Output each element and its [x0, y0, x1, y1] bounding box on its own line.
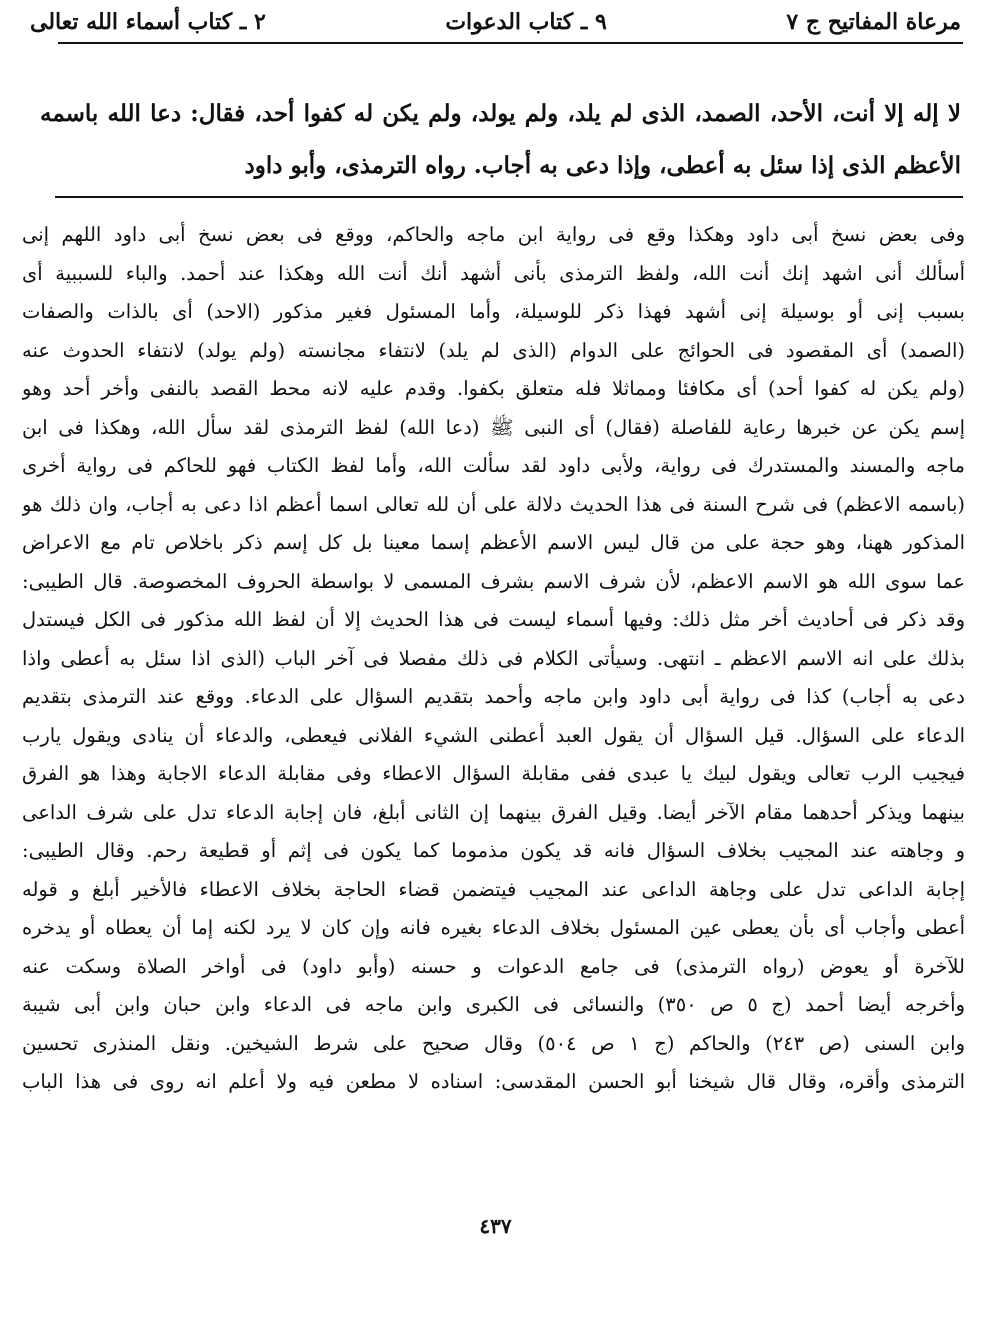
page-number: ٤٣٧	[479, 1214, 512, 1238]
commentary-line: المذكور ههنا، وهو حجة على من قال ليس الاسم الأعظم إسما معينا بل كل إسم ذكر باخلاص تام مع الاعراض	[22, 531, 965, 554]
commentary-line: (باسمه الاعظم) فى شرح السنة فى هذا الحديث دلالة على أن لله تعالى اسما أعظم اذا دعى به أجاب، وان ذلك هو	[22, 492, 965, 516]
commentary-line: وابن السنى (ص ٢٤٣) والحاكم (ج ١ ص ٥٠٤) وقال صحيح على شرط الشيخين. ونقل المنذرى تحسين	[22, 1031, 965, 1055]
header-section-title: ٩ ـ كتاب الدعوات	[445, 9, 607, 35]
commentary-line: دعى به أجاب) كذا فى رواية أبى داود وابن ماجه وأحمد بتقديم السؤال على الدعاء. ووقع عند الترمذى بتقديم	[22, 685, 965, 708]
commentary-line: وفى بعض نسخ أبى داود وهكذا وقع فى رواية ابن ماجه والحاكم، ووقع فى بعض نسخ أبى داود اللهم إنى	[22, 223, 965, 246]
commentary-line: وأخرجه أيضا أحمد (ج ٥ ص ٣٥٠) والنسائى فى الكبرى وابن ماجه فى الدعاء وابن حبان وابن أبى شيبة	[22, 993, 965, 1016]
header-chapter-title: ٢ ـ كتاب أسماء الله تعالى	[30, 9, 266, 35]
matn-divider	[55, 196, 963, 198]
commentary-line: و وجاهته عند المجيب بخلاف السؤال فانه قد يكون مذموما كما يكون فى إثم أو قطيعة رحم. وقال الطيبى:	[22, 839, 965, 862]
running-header	[30, 4, 961, 40]
commentary-line: للآخرة أو يعوض (رواه الترمذى) فى جامع الدعوات و حسنه (وأبو داود) فى أواخر الصلاة وسكت عنه	[22, 954, 965, 978]
hadith-text: لا إله إلا أنت، الأحد، الصمد، الذى لم يلد، ولم يولد، ولم يكن له كفوا أحد، فقال: دعا الله باسمه الأعظم الذى إذا سئل به أعطى، وإذا دعى به أجاب. رواه الترمذى، وأبو داود	[40, 100, 961, 179]
commentary-line: الترمذى وأقره، وقال قال شيخنا أبو الحسن المقدسى: اسناده لا مطعن فيه ولا أعلم انه روى فى هذا الباب	[22, 1070, 965, 1093]
commentary-line: الدعاء على السؤال. قيل السؤال أن يقول العبد أعطنى الشيء الفلانى فيعطى، والدعاء أن ينادى ويقول يارب	[22, 723, 965, 747]
commentary-line: (ولم يكن له كفوا أحد) أى مكافئا ومماثلا فله متعلق بكفوا. وقدم عليه لانه محط القصد بالنفى وأخر أحد وهو	[22, 377, 965, 400]
commentary-line: إجابة الداعى تدل على وجاهة الداعى عند المجيب فيتضمن قضاء الحاجة بخلاف الاعطاء فالأخير أبلغ و قوله	[22, 877, 965, 901]
commentary-line: فيجيب الرب تعالى ويقول لبيك يا عبدى ففى مقابلة السؤال الاعطاء وفى مقابلة الدعاء الاجابة وهذا هو الفرق	[22, 762, 965, 785]
commentary-line: (الصمد) أى المقصود فى الحوائج على الدوام (الذى لم يلد) لانتفاء مجانسته (ولم يولد) لانتفاء الحدوث عنه	[22, 338, 965, 362]
commentary-line: بينهما ويذكر أحدهما مقام الآخر أيضا. وقيل الفرق بينهما إن الثانى أبلغ، فان إجابة الدعاء تدل على شرف الداعى	[22, 800, 965, 824]
commentary-line: بسبب إنى أو بوسيلة إنى أشهد فهذا ذكر للوسيلة، وأما المسئول فغير مذكور (الاحد) أى بالذات والصفات	[22, 300, 965, 323]
header-book-title: مرعاة المفاتيح ج ٧	[786, 9, 961, 35]
commentary-line: عما سوى الله هو الاسم الاعظم، لأن شرف الاسم بشرف المسمى لا بواسطة الحروف المخصوصة. قال الطيبى:	[22, 569, 965, 593]
commentary-line: بذلك على انه الاسم الاعظم ـ انتهى. وسيأتى الكلام فى ذلك مفصلا فى آخر الباب (الذى اذا سئل به أعطى واذا	[22, 646, 965, 670]
header-divider	[58, 42, 963, 44]
commentary-line: أسألك أنى اشهد إنك أنت الله، ولفظ الترمذى بأنى أشهد أنك أنت الله وهكذا عند أحمد. والباء للسببية أى	[22, 261, 965, 285]
commentary-line: وقد ذكر فى أحاديث أخر مثل ذلك: وفيها أسماء ليست فى هذا الحديث إلا أن لفظ الله مذكور فى الكل فيستدل	[22, 608, 965, 631]
commentary	[22, 216, 965, 1201]
commentary-line: إسم يكن عن خبرها رعاية للفاصلة (فقال) أى النبى ﷺ (دعا الله) لفظ الترمذى لقد سأل الله، وهكذا فى ابن	[22, 415, 965, 439]
commentary-line: أعطى وأجاب أى بأن يعطى عين المسئول بخلاف الدعاء بغيره فانه وإن كان لا يرد لكنه إما أن يعطاه أو يدخره	[22, 916, 965, 939]
commentary-line: ماجه والمسند والمستدرك فى رواية، ولأبى داود لقد سألت الله، وأما لفظ الكتاب فهو للحاكم فى رواية أخرى	[22, 454, 965, 477]
